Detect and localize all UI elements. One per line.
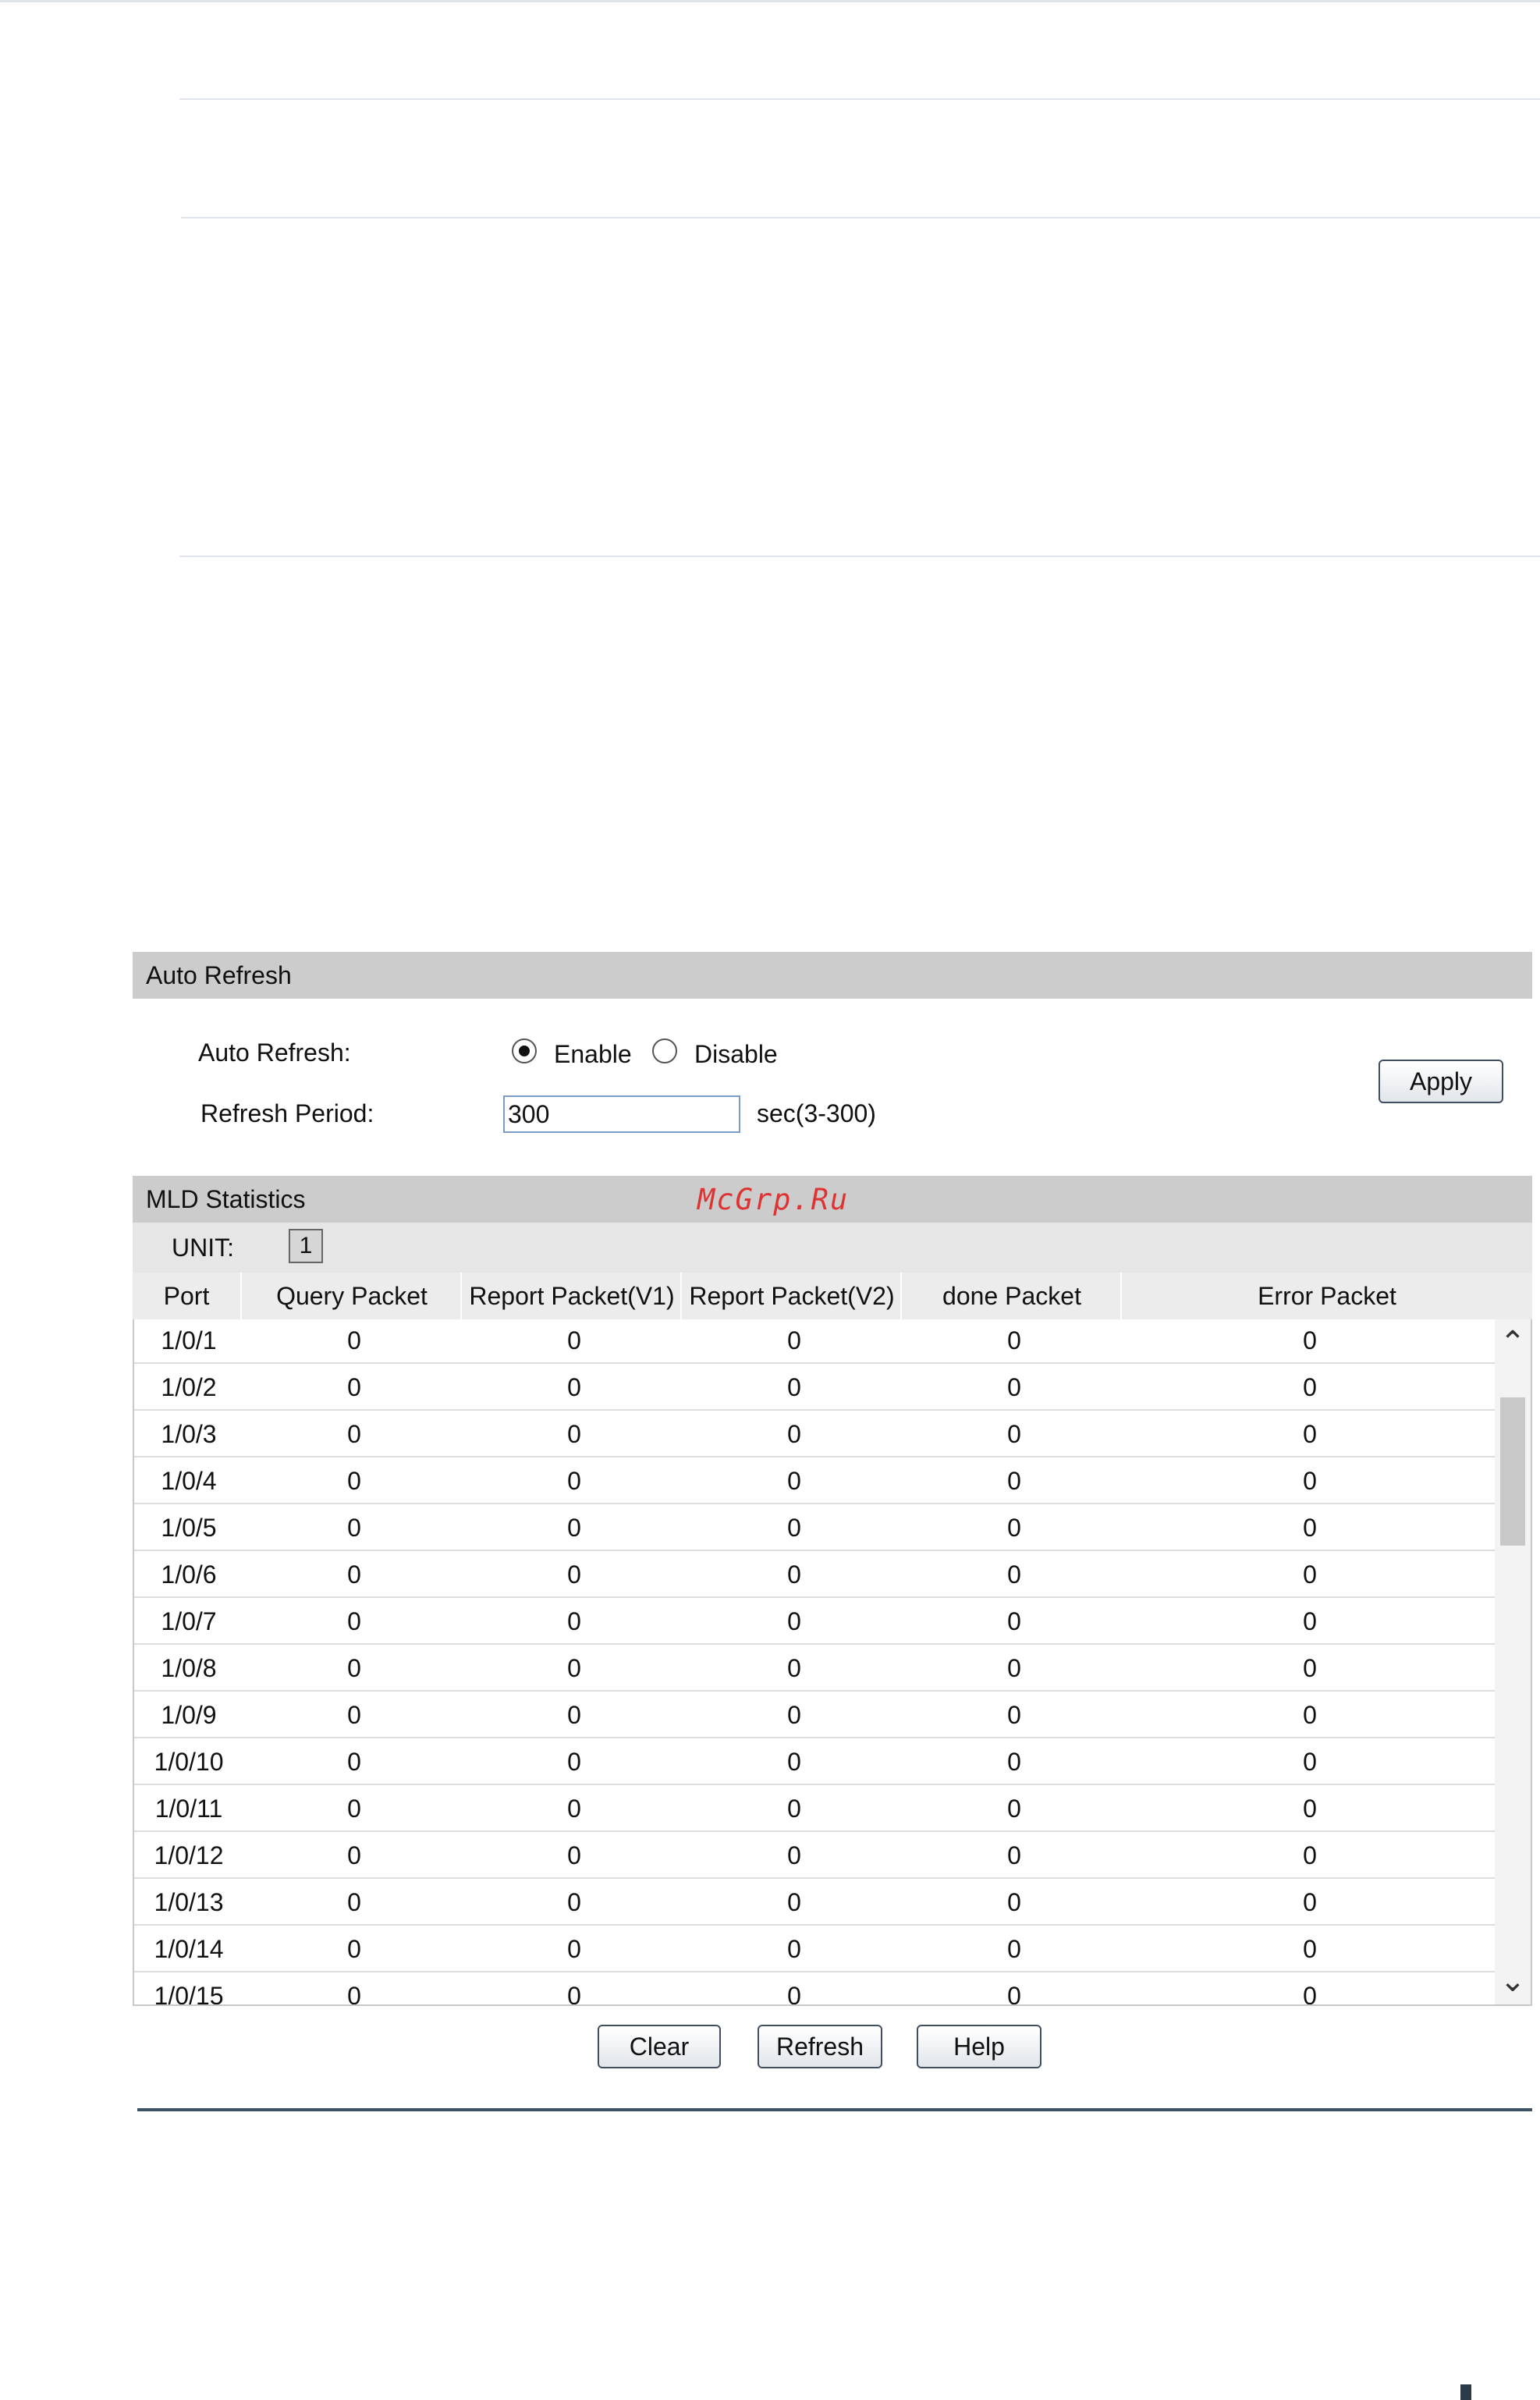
- refresh-button[interactable]: Refresh: [758, 2025, 882, 2068]
- done-packet-cell: 0: [1007, 1841, 1021, 1869]
- report-v1-cell: 0: [567, 1514, 581, 1542]
- done-packet-cell: 0: [1007, 1982, 1021, 2006]
- done-packet-cell: 0: [1007, 1701, 1021, 1729]
- query-packet-cell: 0: [347, 1420, 361, 1448]
- port-cell: 1/0/15: [154, 1982, 224, 2006]
- chevron-down-icon[interactable]: ⌄: [1499, 1964, 1526, 1998]
- report-v1-cell: 0: [567, 1982, 581, 2006]
- query-packet-cell: 0: [347, 1607, 361, 1635]
- table-row: [134, 1411, 1495, 1457]
- enable-radio-label[interactable]: Enable: [554, 1040, 632, 1068]
- report-v1-cell: 0: [567, 1841, 581, 1869]
- error-packet-cell: 0: [1303, 1935, 1317, 1963]
- error-packet-cell: 0: [1303, 1841, 1317, 1869]
- apply-button[interactable]: Apply: [1379, 1060, 1503, 1103]
- done-packet-cell: 0: [1007, 1748, 1021, 1776]
- divider: [181, 217, 1540, 218]
- report-v2-cell: 0: [787, 1935, 801, 1963]
- table-row: [134, 1880, 1495, 1926]
- scroll-thumb[interactable]: [1500, 1397, 1525, 1546]
- query-packet-cell: 0: [347, 1654, 361, 1682]
- table-row: [134, 1926, 1495, 1972]
- mld-statistics-header: MLD Statistics: [133, 1176, 1532, 1223]
- query-packet-cell: 0: [347, 1560, 361, 1589]
- statistics-table: [133, 1319, 1532, 2006]
- done-packet-cell: 0: [1007, 1514, 1021, 1542]
- report-v2-cell: 0: [787, 1373, 801, 1401]
- unit-label: UNIT:: [172, 1234, 234, 1262]
- clear-button[interactable]: Clear: [598, 2025, 721, 2068]
- table-row: [134, 1692, 1495, 1738]
- done-packet-cell: 0: [1007, 1373, 1021, 1401]
- table-row: [134, 1505, 1495, 1551]
- done-packet-cell: 0: [1007, 1888, 1021, 1916]
- disable-radio[interactable]: [652, 1038, 677, 1063]
- query-packet-cell: 0: [347, 1326, 361, 1354]
- port-cell: 1/0/12: [154, 1841, 224, 1869]
- error-packet-cell: 0: [1303, 1888, 1317, 1916]
- error-packet-cell: 0: [1303, 1748, 1317, 1776]
- error-packet-cell: 0: [1303, 1795, 1317, 1823]
- report-v1-cell: 0: [567, 1373, 581, 1401]
- report-v2-cell: 0: [787, 1748, 801, 1776]
- report-v1-cell: 0: [567, 1795, 581, 1823]
- error-packet-cell: 0: [1303, 1701, 1317, 1729]
- report-v2-cell: 0: [787, 1701, 801, 1729]
- chevron-up-icon[interactable]: ⌃: [1499, 1326, 1526, 1360]
- column-header-error-packet: Error Packet: [1258, 1282, 1396, 1310]
- refresh-period-label: Refresh Period:: [200, 1099, 374, 1127]
- table-row: [134, 1646, 1495, 1692]
- query-packet-cell: 0: [347, 1748, 361, 1776]
- table-row: [134, 1552, 1495, 1598]
- error-packet-cell: 0: [1303, 1560, 1317, 1589]
- disable-radio-label[interactable]: Disable: [694, 1040, 778, 1068]
- error-packet-cell: 0: [1303, 1982, 1317, 2006]
- unit-selector[interactable]: 1: [289, 1229, 323, 1263]
- port-cell: 1/0/9: [161, 1701, 217, 1729]
- column-header-query-packet: Query Packet: [243, 1273, 462, 1319]
- done-packet-cell: 0: [1007, 1935, 1021, 1963]
- done-packet-cell: 0: [1007, 1420, 1021, 1448]
- table-row: [134, 1739, 1495, 1785]
- port-cell: 1/0/5: [161, 1514, 217, 1542]
- error-packet-cell: 0: [1303, 1654, 1317, 1682]
- report-v1-cell: 0: [567, 1935, 581, 1963]
- error-packet-cell: 0: [1303, 1326, 1317, 1354]
- error-packet-cell: 0: [1303, 1373, 1317, 1401]
- table-row: [134, 1973, 1495, 2006]
- report-v2-cell: 0: [787, 1326, 801, 1354]
- query-packet-cell: 0: [347, 1514, 361, 1542]
- query-packet-cell: 0: [347, 1841, 361, 1869]
- table-row: [134, 1365, 1495, 1411]
- query-packet-cell: 0: [347, 1701, 361, 1729]
- done-packet-cell: 0: [1007, 1467, 1021, 1495]
- report-v2-cell: 0: [787, 1420, 801, 1448]
- port-cell: 1/0/7: [161, 1607, 217, 1635]
- report-v1-cell: 0: [567, 1560, 581, 1589]
- report-v1-cell: 0: [567, 1467, 581, 1495]
- bottom-rule: [137, 2108, 1532, 2111]
- error-packet-cell: 0: [1303, 1420, 1317, 1448]
- port-cell: 1/0/6: [161, 1560, 217, 1589]
- report-v2-cell: 0: [787, 1982, 801, 2006]
- enable-radio[interactable]: [512, 1038, 537, 1063]
- report-v1-cell: 0: [567, 1888, 581, 1916]
- port-cell: 1/0/10: [154, 1748, 224, 1776]
- unit-row: [133, 1223, 1532, 1273]
- page-corner-mark: [1460, 2384, 1471, 2400]
- divider: [179, 556, 1540, 557]
- watermark: McGrp.Ru: [697, 1183, 850, 1216]
- refresh-period-input[interactable]: [503, 1095, 740, 1133]
- table-row: [134, 1599, 1495, 1645]
- done-packet-cell: 0: [1007, 1654, 1021, 1682]
- report-v1-cell: 0: [567, 1701, 581, 1729]
- query-packet-cell: 0: [347, 1935, 361, 1963]
- report-v2-cell: 0: [787, 1654, 801, 1682]
- port-cell: 1/0/13: [154, 1888, 224, 1916]
- done-packet-cell: 0: [1007, 1326, 1021, 1354]
- query-packet-cell: 0: [347, 1982, 361, 2006]
- report-v2-cell: 0: [787, 1607, 801, 1635]
- port-cell: 1/0/4: [161, 1467, 217, 1495]
- refresh-period-hint: sec(3-300): [757, 1099, 876, 1127]
- top-rule: [0, 0, 1540, 2]
- column-header-done-packet: done Packet: [903, 1273, 1122, 1319]
- report-v1-cell: 0: [567, 1607, 581, 1635]
- report-v2-cell: 0: [787, 1467, 801, 1495]
- divider: [179, 98, 1540, 100]
- column-header-report-packet-v2: Report Packet(V2): [683, 1273, 902, 1319]
- error-packet-cell: 0: [1303, 1607, 1317, 1635]
- port-cell: 1/0/14: [154, 1935, 224, 1963]
- report-v2-cell: 0: [787, 1841, 801, 1869]
- query-packet-cell: 0: [347, 1373, 361, 1401]
- error-packet-cell: 0: [1303, 1514, 1317, 1542]
- port-cell: 1/0/3: [161, 1420, 217, 1448]
- auto-refresh-label: Auto Refresh:: [198, 1038, 351, 1067]
- done-packet-cell: 0: [1007, 1607, 1021, 1635]
- port-cell: 1/0/1: [161, 1326, 217, 1354]
- column-header-report-packet-v1: Report Packet(V1): [463, 1273, 682, 1319]
- table-row: [134, 1833, 1495, 1879]
- port-cell: 1/0/2: [161, 1373, 217, 1401]
- report-v2-cell: 0: [787, 1795, 801, 1823]
- report-v1-cell: 0: [567, 1654, 581, 1682]
- done-packet-cell: 0: [1007, 1795, 1021, 1823]
- report-v1-cell: 0: [567, 1326, 581, 1354]
- done-packet-cell: 0: [1007, 1560, 1021, 1589]
- report-v1-cell: 0: [567, 1420, 581, 1448]
- help-button[interactable]: Help: [917, 2025, 1041, 2068]
- table-row: [134, 1319, 1495, 1364]
- query-packet-cell: 0: [347, 1467, 361, 1495]
- query-packet-cell: 0: [347, 1795, 361, 1823]
- error-packet-cell: 0: [1303, 1467, 1317, 1495]
- report-v2-cell: 0: [787, 1888, 801, 1916]
- auto-refresh-header: Auto Refresh: [133, 952, 1532, 999]
- report-v2-cell: 0: [787, 1560, 801, 1589]
- table-header: [133, 1273, 1532, 1319]
- port-cell: 1/0/11: [154, 1795, 223, 1823]
- table-row: [134, 1458, 1495, 1504]
- query-packet-cell: 0: [347, 1888, 361, 1916]
- table-row: [134, 1786, 1495, 1832]
- report-v2-cell: 0: [787, 1514, 801, 1542]
- table-scrollbar[interactable]: [1495, 1319, 1531, 2004]
- report-v1-cell: 0: [567, 1748, 581, 1776]
- port-cell: 1/0/8: [161, 1654, 217, 1682]
- column-header-port: Port: [133, 1273, 242, 1319]
